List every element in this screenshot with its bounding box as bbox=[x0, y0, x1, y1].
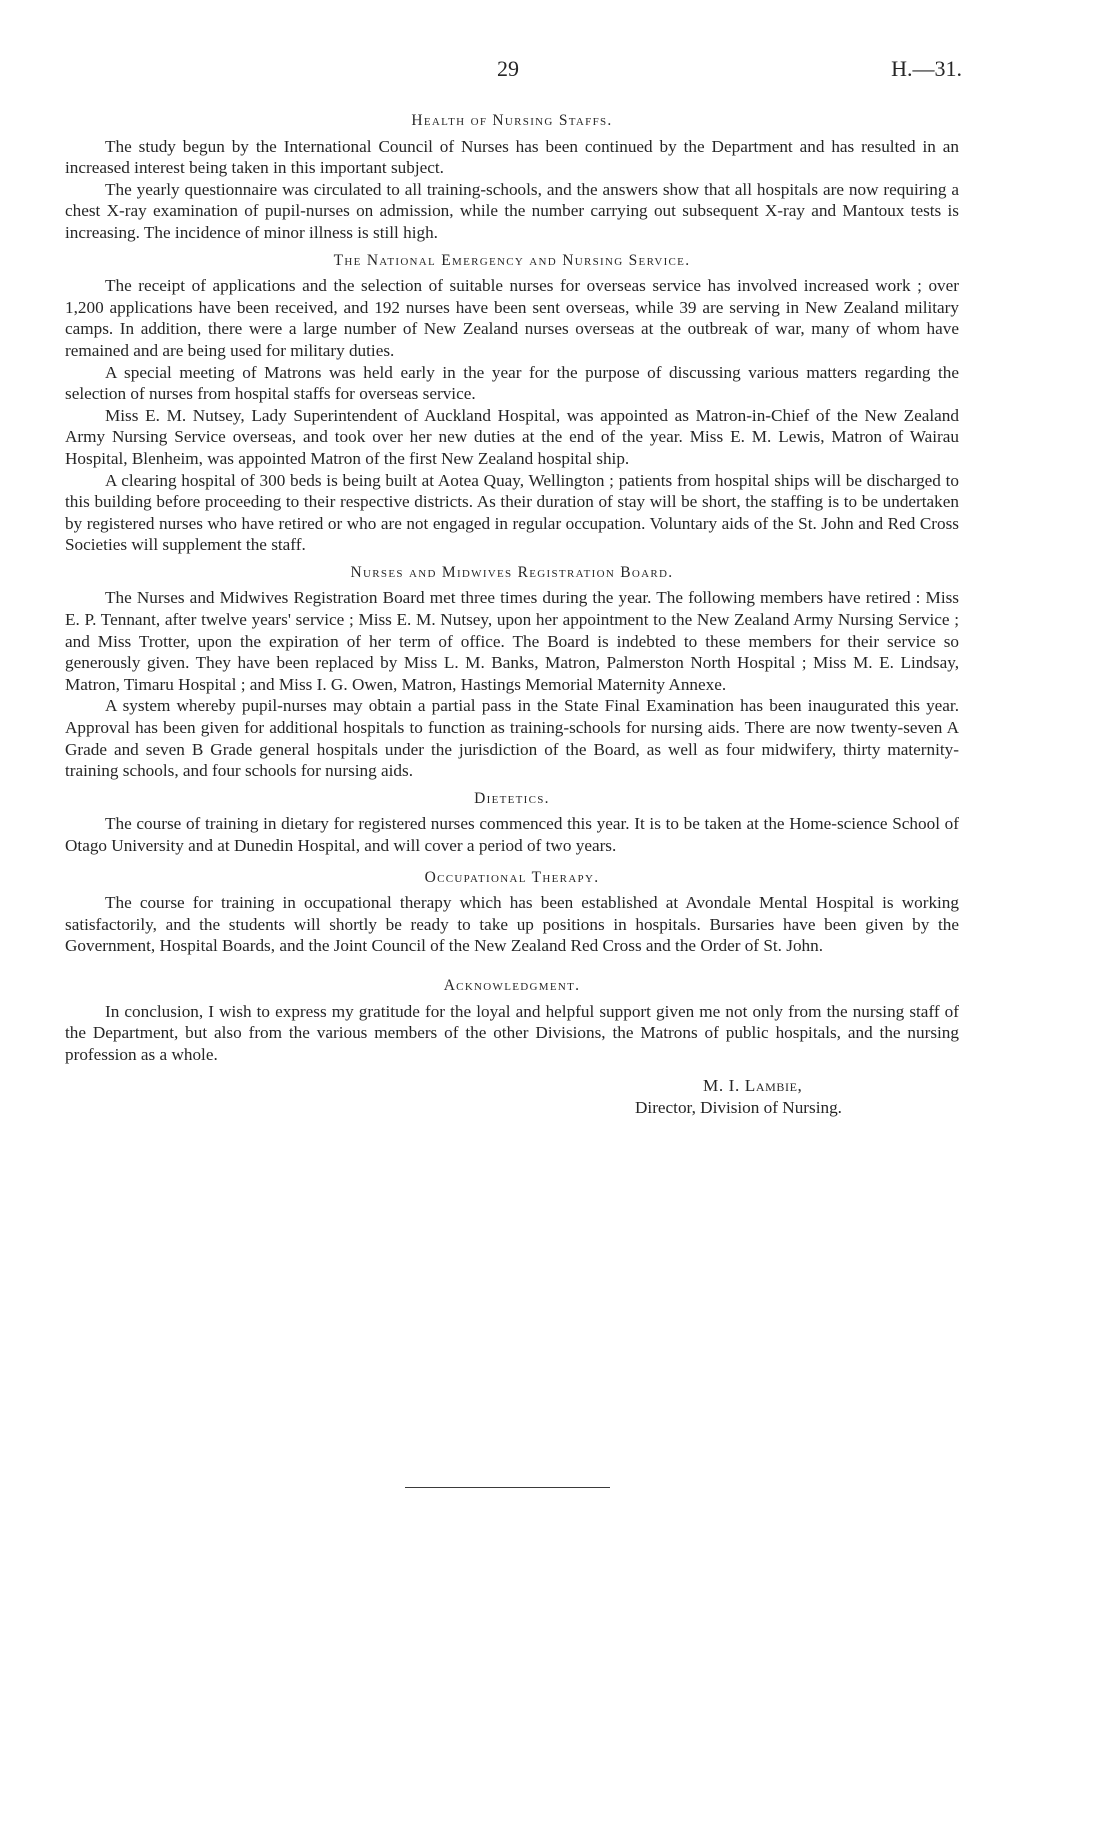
document-body bbox=[65, 110, 959, 1119]
paragraph: A special meeting of Matrons was held early in the year for the purpose of discussing various matters regarding the selection of nurses from hospital staffs for overseas service. bbox=[65, 362, 959, 404]
section-heading: Acknowledgment. bbox=[443, 976, 581, 994]
section-heading: Nurses and Midwives Registration Board. bbox=[350, 563, 674, 581]
paragraph: In conclusion, I wish to express my gratitude for the loyal and helpful support given me not only from the nursing staff of the Department, but also from the various members of the other Divisions, the Matrons of public hospitals, and the nursing profession as a whole. bbox=[65, 1001, 959, 1064]
paragraph: The yearly questionnaire was circulated to all training-schools, and the answers show that all hospitals are now requiring a chest X-ray examination of pupil-nurses on admission, while the number carrying out subsequent X-ray and Mantoux tests is increasing. The incidence of minor illness is still high. bbox=[65, 179, 959, 242]
paragraph: The receipt of applications and the selection of suitable nurses for overseas service has involved increased work ; over 1,200 applications have been received, and 192 nurses have been sent overseas, while 39 are serving in New Zealand military camps. In addition, there were a large number of New Zealand nurses overseas at the outbreak of war, many of whom have remained and are being used for military duties. bbox=[65, 276, 959, 360]
paragraph: The study begun by the International Council of Nurses has been continued by the Department and has resulted in an increased interest being taken in this important subject. bbox=[65, 136, 959, 178]
paragraph: A system whereby pupil-nurses may obtain a partial pass in the State Final Examination has been inaugurated this year. Approval has been given for additional hospitals to function as training-schools for nursing aids. There are now twenty-seven A Grade and seven B Grade general hospitals under the jurisdiction of the Board, as well as four midwifery, thirty maternity-training schools, and four schools for nursing aids. bbox=[65, 696, 959, 781]
paragraph: The Nurses and Midwives Registration Board met three times during the year. The following members have retired : Miss E. P. Tennant, after twelve years' service ; Miss E. M. Nutsey, upon her appointment to the New Zealand Army Nursing Service ; and Miss Trotter, upon the expiration of her term of office. The Board is indebted to these members for their service so generously given. They have been replaced by Miss L. M. Banks, Matron, Palmerston North Hospital ; Miss M. E. Lindsay, Matron, Timaru Hospital ; and Miss I. G. Owen, Matron, Hastings Memorial Maternity Annexe. bbox=[65, 588, 959, 694]
signature-block bbox=[65, 1075, 959, 1118]
end-rule bbox=[405, 1487, 610, 1488]
page-header bbox=[0, 56, 1114, 86]
section-national-emergency bbox=[65, 250, 959, 556]
document-reference: H.—31. bbox=[891, 56, 962, 81]
paragraph: A clearing hospital of 300 beds is being built at Aotea Quay, Wellington ; patients from hospital ships will be discharged to this building before proceeding to their respective districts. As their duration of stay will be short, the staffing is to be undertaken by registered nurses who have retired or who are not engaged in regular occupation. Voluntary aids of the St. John and Red Cross Societies will supplement the staff. bbox=[65, 470, 959, 555]
section-registration-board bbox=[65, 562, 959, 782]
section-acknowledgment bbox=[65, 975, 959, 1065]
signatory-title: Director, Division of Nursing. bbox=[635, 1097, 842, 1117]
paragraph: Miss E. M. Nutsey, Lady Superintendent of Auckland Hospital, was appointed as Matron-in-Chief of the New Zealand Army Nursing Service overseas, and took over her new duties at the end of the year. Miss E. M. Lewis, Matron of Wairau Hospital, Blenheim, was appointed Matron of the first New Zealand hospital ship. bbox=[65, 405, 959, 468]
section-heading: Dietetics. bbox=[474, 789, 550, 807]
section-heading: The National Emergency and Nursing Service. bbox=[333, 251, 691, 269]
section-heading: Occupational Therapy. bbox=[424, 868, 600, 886]
section-health-of-nursing-staffs bbox=[65, 110, 959, 244]
page-number: 29 bbox=[497, 56, 519, 81]
section-heading: Health of Nursing Staffs. bbox=[411, 112, 613, 129]
paragraph: The course of training in dietary for registered nurses commenced this year. It is to be taken at the Home-science School of Otago University and at Dunedin Hospital, and will cover a period of two years. bbox=[65, 814, 959, 855]
signatory-name: M. I. Lambie, bbox=[703, 1076, 803, 1096]
section-occupational-therapy bbox=[65, 867, 959, 957]
paragraph: The course for training in occupational therapy which has been established at Avondale Mental Hospital is working satisfactorily, and the students will shortly be ready to take up positions in hospitals. Bursaries have been given by the Government, Hospital Boards, and the Joint Council of the New Zealand Red Cross and the Order of St. John. bbox=[65, 893, 959, 956]
section-dietetics bbox=[65, 788, 959, 857]
